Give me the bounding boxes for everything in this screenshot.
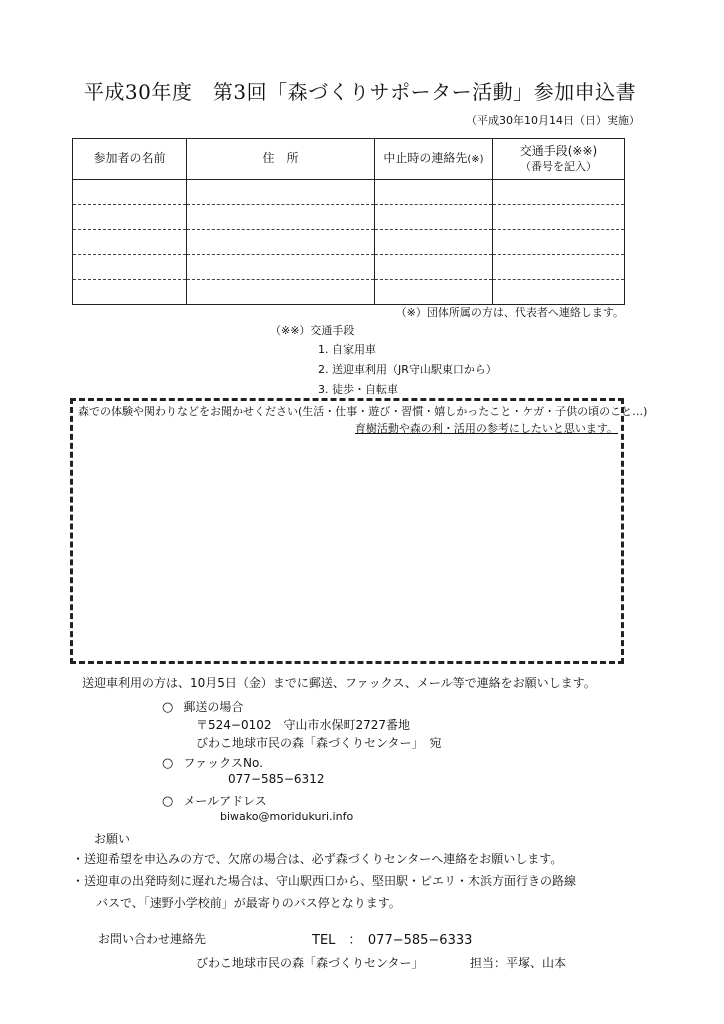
cell-name[interactable] (73, 255, 187, 280)
transport-option-2: 2. 送迎車利用（JR守山駅東口から） (318, 363, 497, 376)
circle-bullet-icon: ○ (162, 756, 174, 771)
cell-name[interactable] (73, 180, 187, 205)
header-transport-label: 交通手段(※※) (519, 144, 598, 159)
mail-address: 〒524−0102 守山市水保町2727番地 (196, 718, 411, 732)
group-member-note: （※）団体所属の方は、代表者へ連絡します。 (395, 306, 624, 319)
document-title: 平成30年度 第3回「森づくりサポーター活動」参加申込書 (83, 80, 637, 104)
table-row (73, 255, 625, 280)
comment-box[interactable] (70, 398, 648, 664)
cell-name[interactable] (73, 280, 187, 305)
footer-organization: びわこ地球市民の森「森づくりセンター」 (196, 956, 424, 970)
email-address[interactable]: biwako@moridukuri.info (220, 810, 354, 823)
comment-purpose: 育樹活動や森の利・活用の参考にしたいと思います。 (354, 422, 618, 435)
transport-options-list (318, 340, 497, 400)
cell-contact[interactable] (375, 230, 493, 255)
cell-address[interactable] (187, 205, 375, 230)
fax-label: ファックスNo. (183, 756, 263, 770)
header-contact-label: 中止時の連絡先 (383, 151, 468, 166)
cell-transport[interactable] (493, 205, 625, 230)
cell-transport[interactable] (493, 230, 625, 255)
cell-transport[interactable] (493, 280, 625, 305)
fax-number: 077−585−6312 (228, 772, 325, 786)
cell-address[interactable] (187, 230, 375, 255)
comment-prompt: 森での体験や関わりなどをお聞かせください(生活・仕事・遊び・習慣・嬉しかったこと・ケガ・子供の頃のこと…) (78, 405, 648, 418)
header-participant-name: 参加者の名前 (73, 139, 187, 180)
transport-option-3: 3. 徒歩・自転車 (318, 383, 398, 396)
table-row (73, 180, 625, 205)
cell-name[interactable] (73, 205, 187, 230)
cell-address[interactable] (187, 255, 375, 280)
cell-transport[interactable] (493, 255, 625, 280)
table-row (73, 230, 625, 255)
cell-contact[interactable] (375, 205, 493, 230)
mail-recipient: びわこ地球市民の森「森づくりセンター」 宛 (196, 736, 442, 750)
footer-staff: 担当：平塚、山本 (470, 956, 567, 970)
application-table (72, 138, 625, 305)
shuttle-notice: 送迎車利用の方は、10月5日（金）までに郵送、ファックス、メール等で連絡をお願いします。 (82, 676, 596, 690)
mail-label: 郵送の場合 (183, 700, 244, 714)
cell-contact[interactable] (375, 180, 493, 205)
table-row (73, 280, 625, 305)
email-method (162, 792, 267, 809)
cell-transport[interactable] (493, 180, 625, 205)
circle-bullet-icon: ○ (162, 794, 174, 809)
transport-options-heading: （※※）交通手段 (270, 324, 355, 337)
bullet-dot-icon: ・ (72, 852, 85, 866)
mail-method (162, 698, 243, 715)
inquiry-tel: TEL ： 077−585−6333 (312, 933, 473, 948)
cell-address[interactable] (187, 280, 375, 305)
cell-name[interactable] (73, 230, 187, 255)
email-label: メールアドレス (183, 794, 267, 808)
header-contact-mark: (※) (467, 154, 484, 166)
request-item-2-cont: バスで、「速野小学校前」が最寄りのバス停となります。 (96, 896, 401, 910)
transport-option-1: 1. 自家用車 (318, 343, 376, 356)
implementation-date: （平成30年10月14日（日）実施） (466, 114, 640, 127)
request-text-1: 送迎希望を申込みの方で、欠席の場合は、必ず森づくりセンターへ連絡をお願いします。 (84, 852, 563, 866)
circle-bullet-icon: ○ (162, 700, 174, 715)
table-row (73, 205, 625, 230)
header-address: 住 所 (187, 139, 375, 180)
cell-contact[interactable] (375, 280, 493, 305)
header-contact (375, 139, 493, 180)
bullet-dot-icon: ・ (72, 874, 85, 888)
request-item-1 (72, 850, 562, 867)
cell-address[interactable] (187, 180, 375, 205)
request-item-2 (72, 872, 576, 889)
request-text-2: 送迎車の出発時刻に遅れた場合は、守山駅西口から、堅田駅・ピエリ・木浜方面行きの路線 (84, 874, 577, 888)
fax-method (162, 754, 263, 771)
header-transport-sub: （番号を記入） (520, 159, 597, 173)
cell-contact[interactable] (375, 255, 493, 280)
requests-heading: お願い (94, 832, 131, 846)
header-transport (493, 139, 625, 180)
inquiry-label: お問い合わせ連絡先 (98, 932, 207, 946)
